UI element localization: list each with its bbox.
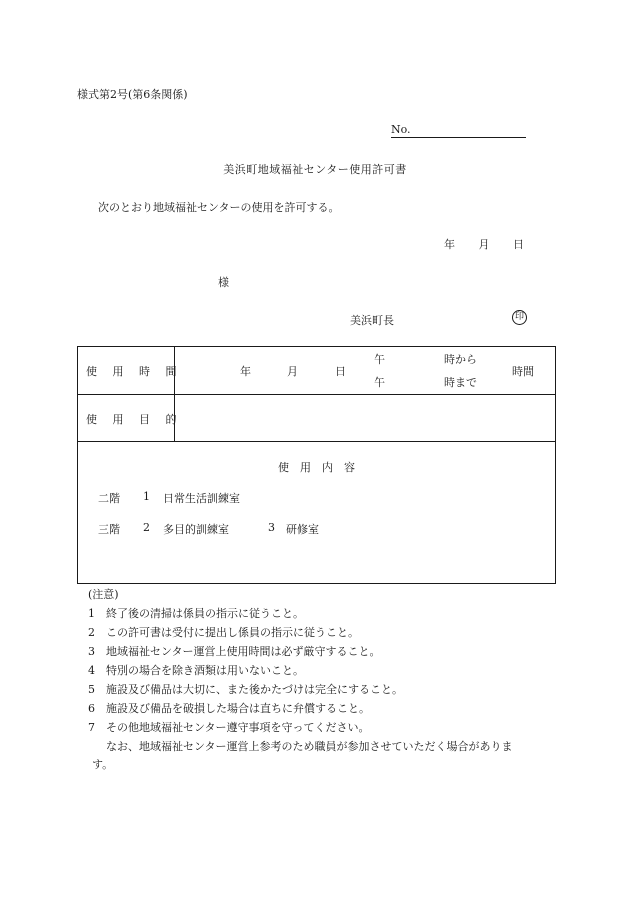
note-item: 4 特別の場合を除き酒類は用いないこと。 xyxy=(88,664,304,677)
room-3-name: 研修室 xyxy=(286,523,319,536)
closing-note-line-1: なお、地域福祉センター運営上参考のため職員が参加させていただく場合がありま xyxy=(106,740,513,753)
note-item: 1 終了後の清掃は係員の指示に従うこと。 xyxy=(88,607,304,620)
room-2-name: 多目的訓練室 xyxy=(163,523,229,536)
note-item: 3 地域福祉センター運営上使用時間は必ず厳守すること。 xyxy=(88,645,381,658)
notes-heading: (注意) xyxy=(88,588,119,601)
room-1-number: 1 xyxy=(143,490,150,503)
table-divider xyxy=(78,394,555,395)
room-1-name: 日常生活訓練室 xyxy=(163,492,240,505)
room-3-number: 3 xyxy=(268,521,275,534)
floor-2-label: 二階 xyxy=(98,492,120,505)
floor-3-label: 三階 xyxy=(98,523,120,536)
issue-date xyxy=(444,236,524,252)
date-month: 月 xyxy=(478,238,490,251)
usage-start-hour-suffix: 時から xyxy=(444,353,477,366)
room-2-number: 2 xyxy=(143,521,150,534)
date-year: 年 xyxy=(444,238,455,251)
note-item: 6 施設及び備品を破損した場合は直ちに弁償すること。 xyxy=(88,702,370,715)
note-item: 7 その他地域福祉センター遵守事項を守ってください。 xyxy=(88,721,370,734)
addressee-honorific: 様 xyxy=(218,276,229,289)
note-item: 2 この許可書は受付に提出し係員の指示に従うこと。 xyxy=(88,626,359,639)
usage-purpose-label: 使 用 目 的 xyxy=(86,413,183,426)
note-item: 5 施設及び備品は大切に、また後かたづけは完全にすること。 xyxy=(88,683,403,696)
issuer-title: 美浜町長 xyxy=(350,314,394,327)
seal-mark: 印 xyxy=(512,310,527,325)
permit-statement: 次のとおり地域福祉センターの使用を許可する。 xyxy=(98,201,340,214)
usage-contents-heading: 使 用 内 容 xyxy=(278,461,355,474)
usage-hours: 時間 xyxy=(512,365,534,378)
usage-month: 月 xyxy=(287,365,298,378)
permit-table xyxy=(77,346,556,584)
usage-day: 日 xyxy=(335,365,346,378)
usage-end-hour-suffix: 時まで xyxy=(444,376,477,389)
form-number: 様式第2号(第6条関係) xyxy=(77,88,188,101)
usage-year: 年 xyxy=(240,365,251,378)
document-title: 美浜町地域福祉センター使用許可書 xyxy=(223,163,407,176)
closing-note-line-2: す。 xyxy=(92,758,114,771)
document-number-label: No. xyxy=(391,123,411,136)
document-number-field xyxy=(391,123,526,138)
usage-time-label: 使 用 時 間 xyxy=(86,365,183,378)
date-day: 日 xyxy=(513,238,524,251)
table-divider xyxy=(78,441,555,442)
usage-ampm-start: 午 xyxy=(374,353,385,366)
usage-ampm-end: 午 xyxy=(374,376,385,389)
